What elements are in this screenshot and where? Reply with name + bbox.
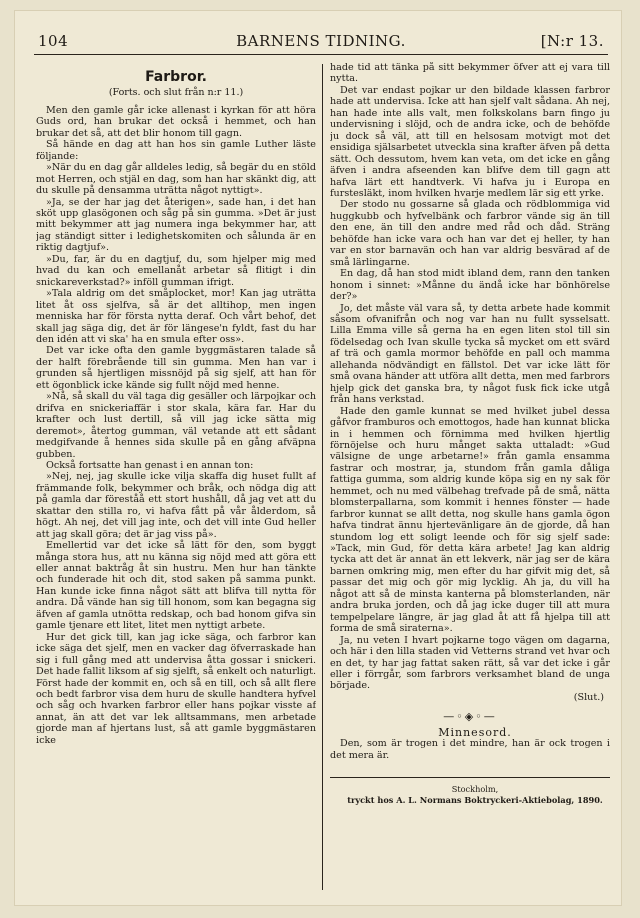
imprint-printer-text: tryckt hos A. L. Normans Boktryckeri-Aktiebolag, 1890. xyxy=(347,795,603,806)
minnesord-text: Den, som är trogen i det mindre, han är ock trogen i det mera är. xyxy=(330,738,610,761)
imprint-printer xyxy=(330,795,610,806)
page-number: 104 xyxy=(38,32,69,50)
paragraph: Jo, det måste väl vara så, ty detta arbete hade kommit såsom ofvanifrån och nog var han nu fullt sysselsatt. Lilla Emma ville så gerna ha en egen liten stol till sin födelsedag och Ivan skulle tycka så mycket om ett svärd af trä och gamla mormor behöfde en pall och mamma allehanda nödvändigt en fällstol. Det var icke lätt för små ovana händer att utföra allt detta, men med farbrors hjelp gick det ganska bra, ty något fusk fick icke utgå från hans verkstad. xyxy=(330,302,610,406)
paragraph: Hade den gamle kunnat se med hvilket jubel dessa gåfvor framburos och emottogos, hade han kunnat blicka in i hemmen och förnimma med hvilken hjertlig förnöjelse och huru månget sakta uttaladt: »Gud välsigne de unge arbetarne!» från gamla ensamma fastrar och mostrar, ja, stundom från gamla dåliga fattiga gumma, som aldrig kunde köpa sig en ny sak för hemmet, och nu med välbehag trefvade på de små, nätta blomsterpallarna, som kommit i hennes fönster — hade farbror kunnat se allt detta, nog skulle hans gamla ögon hafva tindrat ännu hjertevänligare än de gjorde, då han stundom log ett soligt leende och för sig sjelf sade: »Tack, min Gud, för detta kära arbete! Jag kan aldrig tycka att det är annat än ett lekverk, när jag ser de kära barnen omkring mig, men efter du har gifvit mig det, så passar det mig och gör mig lycklig. Ah ja, du vill ha något att så de minsta kanterna på blomsterlanden, när andra bruka jorden, och då jag icke duger till att mura tempelpelare längre, är jag glad åt att få hjelpa till att forma de små siraterna». xyxy=(330,405,610,635)
ornament-divider-icon: —◦◈◦— xyxy=(443,710,497,724)
paragraph: Så hände en dag att han hos sin gamle Luther läste följande: xyxy=(36,139,316,162)
paragraph: Det var endast pojkar ur den bildade klassen farbror hade att undervisa. Icke att han sjelf valt sådana. Ah nej, han hade inte alls valt, men folkskolans barn fingo ju undervisning i slöjd, och de andra icke, och de behöfde ju dock så väl, att till en helsosam motvigt mot det ensidiga själsarbetet utveckla sina krafter äfven på detta sätt. Och dessutom, hvem kan veta, om det icke en gång äfven i andra afseenden kan blifve dem till gagn att hafva lärt ett handtverk. Vi hafva ju i Europa en furstesläkt, inom hvilken hvarje medlem lär sig ett yrke. xyxy=(330,84,610,199)
imprint-city: Stockholm, xyxy=(451,784,499,795)
paragraph: hade tid att tänka på sitt bekymmer öfver att ej vara till nytta. xyxy=(330,62,610,85)
story-title: Farbror. xyxy=(145,69,207,85)
paragraph: En dag, då han stod midt ibland dem, rann den tanken honom i sinnet: »Månne du ändå icke har bönhörelse der?» xyxy=(330,268,610,303)
left-column xyxy=(36,62,316,892)
newspaper-page xyxy=(14,10,622,906)
paragraph: »Nå, så skall du väl taga dig gesäller och lärpojkar och drifva en snickeriaffär i stor skala, kära far. Har du krafter och lust dertill, så vill jag icke sätta mig deremot», återtog gumman, väl vetande att ett sådant medgifvande å hennes sida skulle på en gång afväpna gubben. xyxy=(36,391,316,460)
paragraph: »Tala aldrig om det småplocket, mor! Kan jag uträtta litet åt oss sjelfva, så är det alltihop, men ingen menniska har för första nytta deraf. Och vårt behof, det skall jag säga dig, det är för längese'n fyldt, fast du har den idén att vi ska' ha en smula efter oss». xyxy=(36,288,316,345)
paragraph: »Ja, se der har jag det återigen», sade han, i det han sköt upp glasögonen och såg på sin gumma. »Det är just mitt bekymmer att jag numera inga bekymmer har, att jag ständigt sitter i ledighetskomiten och sålunda är en riktig dagtjuf». xyxy=(36,196,316,254)
paragraph: Emellertid var det icke så lätt för den, som byggt många stora hus, att nu känna sig nöjd med att göra ett eller annat baktråg åt sin hustru. Men hur han tänkte och funderade hit och dit, stod saken på samma punkt. Han kunde icke finna något sätt att blifva till nytta för andra. Då vände han sig till honom, som kan begagna sig äfven af gamla utnötta redskap, och bad honom gifva sin gamle tjenare ett litet, litet men nyttigt arbete. xyxy=(36,540,316,632)
column-divider xyxy=(322,64,323,890)
imprint-rule xyxy=(330,777,610,778)
paragraph: »Nej, nej, jag skulle icke vilja skaffa dig huset fullt af främmande folk, bekymmer och bråk, och nödga dig att på gamla dar föreståå ett stort hushåll, då jag vet att du skattar den stilla ro, vi hafva fått på vår ålderdom, så högt. Ah nej, det vill jag inte, och det vill inte Gud heller att jag skall göra; det är jag viss på». xyxy=(36,471,316,540)
right-column xyxy=(330,62,610,892)
paragraph: »Du, far, är du en dagtjuf, du, som hjelper mig med hvad du kan och emellanåt arbetar så flitigt i din snickareverkstad?» inföll gumman ifrigt. xyxy=(36,253,316,288)
paragraph: Också fortsatte han genast i en annan ton: xyxy=(46,459,254,471)
page-header xyxy=(34,28,608,55)
minnesord-title: Minnesord. xyxy=(438,725,512,739)
paragraph: Det var icke ofta den gamle byggmästaren talade så der halft förebrående till sin gumma. Men han var i grunden så hjertligen missnöjd på sig sjelf, att han för ett ögonblick icke kände sig fullt nöjd med henne. xyxy=(36,345,316,391)
paragraph: Ja, nu veten I hvart pojkarne togo vägen om dagarna, och här i den lilla staden vid Vetterns strand vet hvar och en det, ty har jag fattat saken rätt, så var det icke i går eller i förrgår, som farbrors verksamhet bland de unga började. xyxy=(330,634,610,692)
paragraph: Men den gamle går icke allenast i kyrkan för att höra Guds ord, han brukar det också i hemmet, och han brukar det så, att det blir honom till gagn. xyxy=(36,104,316,139)
publication-title: BARNENS TIDNING. xyxy=(236,32,406,50)
story-subtitle: (Forts. och slut från n:r 11.) xyxy=(108,87,244,99)
paragraph: Der stodo nu gossarne så glada och rödblommiga vid huggkubb och hyfvelbänk och farbror vände sig än till den ene, än till den andre med råd och dåd. Sträng behöfde han icke vara och han var det ej heller, ty han var en stor barnavän och han var aldrig besvärad af de små lärlingarne. xyxy=(330,199,610,268)
issue-number: [N:r 13. xyxy=(540,32,604,50)
paragraph: Hur det gick till, kan jag icke säga, och farbror kan icke säga det sjelf, men en vacker dag öfverraskade han sig i full gång med att undervisa åtta gossar i snickeri. Det hade fallit liksom af sig sjelft, så enkelt och naturligt. Först hade der kommit en, och så en till, och så allt flere och bedt farbror visa dem huru de skulle handtera hyfvel och såg och hvarken farbror eller hans pojkar visste af annat, än att det var lek alltsammans, men arbetade gjorde man af hjertans lust, så att gamle byggmästaren icke xyxy=(36,631,316,746)
paragraph: »När du en dag går alldeles ledig, så begär du en stöld mot Herren, och stjäl en dag, som han har skänkt dig, att du skulle på densamma uträtta något nyttigt». xyxy=(36,162,316,197)
story-end-mark: (Slut.) xyxy=(573,691,604,703)
